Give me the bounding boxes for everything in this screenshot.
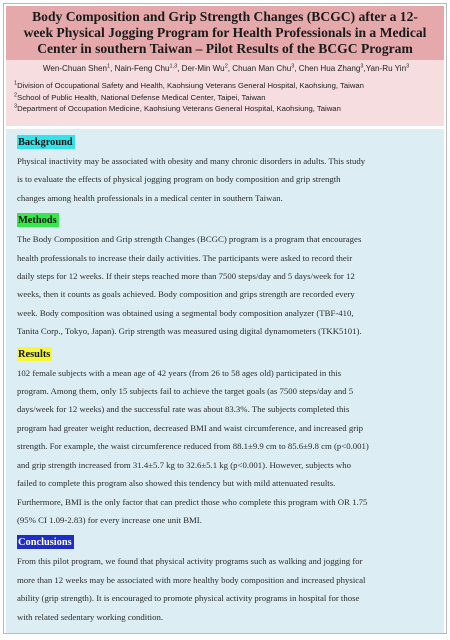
title-banner (6, 6, 444, 60)
title-line: week Physical Jogging Program for Health Professionals in a Medical (23, 25, 427, 41)
author: Yan-Ru Yin$^3$ (365, 63, 410, 73)
author: Chuan Man Chu$^3$ (232, 63, 295, 73)
author: Wen-Chuan Shen$^1$ (42, 63, 111, 73)
methods-heading: Methods (18, 215, 57, 227)
affiliation: $^1$Division of Occupational Safety and Health, Kaohsiung Veterans General Hospital, Kaohsiung, Taiwan (14, 80, 364, 90)
title-line: Body Composition and Grip Strength Changes (BCGC) after a 12- (32, 9, 418, 24)
background-text: Physical inactivity may be associated with obesity and many chronic disorders in adults. This study is to evaluate the effects of physical jogging program on body composition and grip strength changes among health professionals in a medical center in southern Taiwan. (17, 156, 366, 203)
methods-text: The Body Composition and Grip strength Changes (BCGC) program is a program that encourages health professionals to increase their daily activities. The participants were asked to record their daily steps for 12 weeks. If their steps reached more than 7500 steps/day and 5 days/week for 12 weeks, then it counts as goals achieved. Body composition and grips strength are recorded every week. Body composition was obtained using a segmental body composition analyzer (TBF-410, Tanita Corp., Tokyo, Japan). Grip strength was measured using digital dynamometers (TKK5101). (17, 234, 362, 337)
author: Nain-Feng Chu$^{1,3}$ (114, 63, 178, 73)
author: Der-Min Wu$^2$ (181, 63, 228, 73)
affiliation: $^3$Department of Occupation Medicine, Kaohsiung Veterans General Hospital, Kaohsiung, Taiwan (14, 103, 341, 114)
results-text: 102 female subjects with a mean age of 42 years (from 26 to 58 ages old) participated in this program. Among them, only 15 subjects fail to achieve the target goals (as 7500 steps/day and 5 days/week for 12 weeks) and the successful rate was about 83.3%. The subjects completed this program had greater weight reduction, decreased BMI and waist circumference, and increased grip strength. For example, the waist circumference reduced from 88.1±9.9 cm to 85.6±9.8 cm (p<0.001) and grip strength increased from 31.4±5.7 kg to 32.6±5.1 kg (p<0.001). However, subjects who failed to complete this program also showed this tendency but with mild attenuated results. Furthermore, BMI is the only factor that can predict those who complete this program with OR 1.75 (95% CI 1.09-2.83) for every increase one unit BMI. (17, 367, 369, 525)
author: Chen Hua Zhang$^3$ (298, 63, 364, 73)
poster (3, 3, 447, 634)
content-panel (6, 129, 444, 633)
title-line: Center in southern Taiwan – Pilot Results of the BCGC Program (37, 41, 413, 57)
affiliation: $^2$School of Public Health, National Defense Medical Center, Taipei, Taiwan (14, 92, 266, 102)
background-heading: Background (18, 137, 73, 148)
conclusions-text: From this pilot program, we found that physical activity programs such as walking and jogging for more than 12 weeks may be associated with more healthy body composition and increased physical ability (grip strength). It is encouraged to promote physical activity programs in hospital for those with related sedentary working condition. (17, 556, 366, 622)
conclusions-heading: Conclusions (18, 537, 72, 549)
results-heading: Results (18, 348, 51, 360)
authors-block (6, 60, 444, 126)
poster-title (12, 9, 438, 58)
author-list: Wen-Chuan Shen$^1$, Nain-Feng Chu$^{1,3}$, Der-Min Wu$^2$, Chuan Man Chu$^3$, Chen Hua Zhang$^3$,Yan-Ru Yin$^3$ (42, 63, 410, 73)
